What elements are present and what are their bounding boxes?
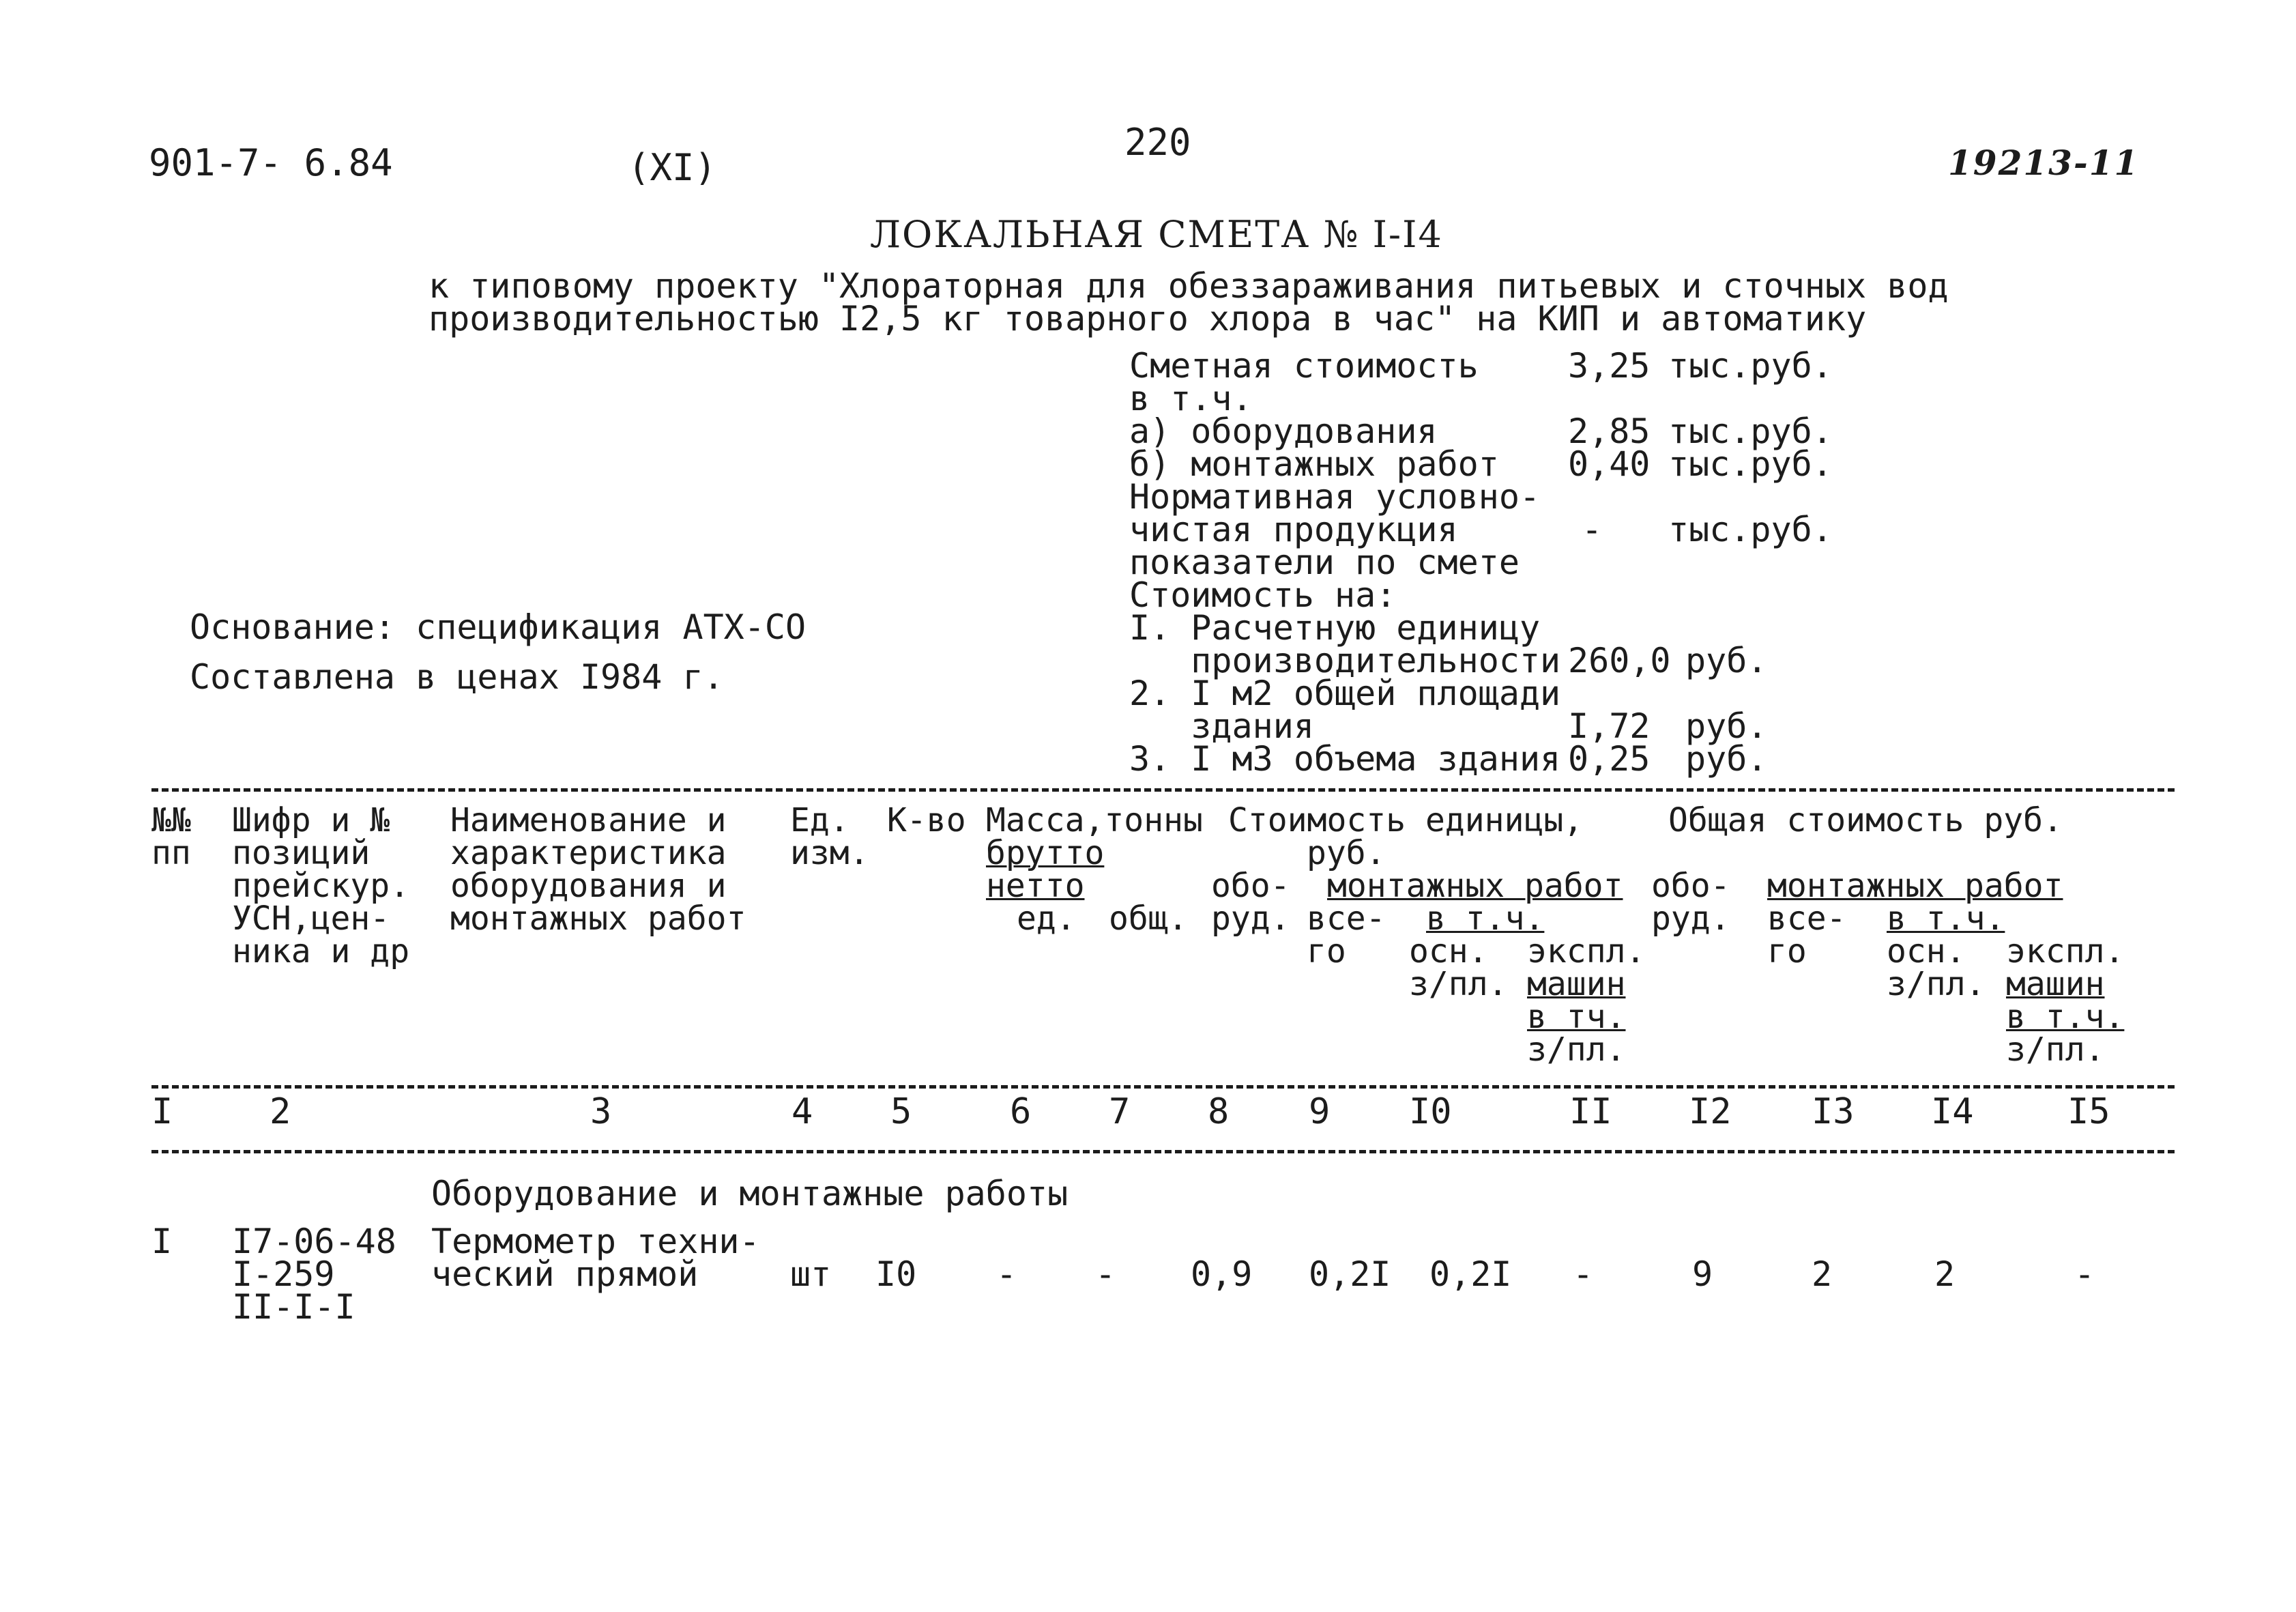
- col-header-all-total: го: [1767, 932, 1807, 970]
- col-number: I: [151, 1091, 173, 1132]
- col-header-unit-cost: Стоимость единицы,: [1228, 801, 1584, 839]
- summary-value: 3,25: [1568, 346, 1651, 386]
- col-header-equip: обо-: [1211, 867, 1290, 905]
- summary-value: 0,40: [1568, 444, 1651, 484]
- summary-label: Сметная стоимость: [1129, 346, 1479, 386]
- col-header-code: прейскур.: [232, 867, 410, 905]
- col-number: 4: [791, 1091, 813, 1132]
- col-number: I3: [1812, 1091, 1855, 1132]
- summary-label: показатели по смете: [1129, 543, 1520, 582]
- col-header-mass-brutto: брутто: [986, 834, 1105, 872]
- col-number: 9: [1309, 1091, 1331, 1132]
- col-number: I0: [1409, 1091, 1452, 1132]
- col-header-name: оборудования и: [450, 867, 727, 905]
- col-header-code: Шифр и №: [232, 801, 390, 839]
- col-header-machines-total: машин: [2006, 965, 2105, 1003]
- document-code: 901-7- 6.84: [149, 141, 393, 184]
- col-header-total-cost: Общая стоимость руб.: [1668, 801, 2063, 839]
- col-number: I5: [2067, 1091, 2110, 1132]
- summary-label: б) монтажных работ: [1129, 444, 1499, 484]
- col-header-incl: в т.ч.: [1426, 899, 1545, 938]
- table-top-rule: [151, 788, 2175, 792]
- col-header-machines: машин: [1527, 965, 1626, 1003]
- summary-unit: тыс.руб.: [1668, 510, 1833, 549]
- section-title: Оборудование и монтажные работы: [431, 1174, 1069, 1213]
- page-number: 220: [1124, 121, 1191, 164]
- col-header-num: №№: [151, 801, 191, 839]
- row-unit: шт: [790, 1254, 832, 1294]
- row-mount-mach-total: -: [2074, 1254, 2095, 1294]
- row-number: I: [151, 1222, 173, 1261]
- summary-value: 2,85: [1568, 412, 1651, 451]
- col-header-wage: осн.: [1409, 932, 1488, 970]
- col-header-mass-ed: ед.: [1017, 899, 1076, 938]
- col-header-equip-total: обо-: [1651, 867, 1730, 905]
- col-header-machines: з/пл.: [1527, 1031, 1626, 1069]
- col-header-unit: изм.: [790, 834, 869, 872]
- col-number: 8: [1208, 1091, 1230, 1132]
- project-line-2: производительностью I2,5 кг товарного хлора в час" на КИП и автоматику: [428, 299, 1867, 339]
- summary-label: 2. I м2 общей площади: [1129, 674, 1561, 713]
- col-header-num: пп: [151, 834, 191, 872]
- col-header-machines: в тч.: [1527, 998, 1626, 1036]
- col-header-incl-total: в т.ч.: [1887, 899, 2005, 938]
- row-equip-total: 9: [1692, 1254, 1713, 1294]
- col-header-wage: з/пл.: [1409, 965, 1508, 1003]
- row-qty: I0: [875, 1254, 917, 1294]
- summary-unit: руб.: [1685, 739, 1768, 779]
- col-header-wage-total: з/пл.: [1887, 965, 1986, 1003]
- basis-price-year: Составлена в ценах I984 г.: [190, 657, 724, 697]
- col-header-mass: Масса,тонны: [986, 801, 1203, 839]
- col-header-equip: руд.: [1211, 899, 1290, 938]
- col-header-mass-netto: нетто: [986, 867, 1085, 905]
- basis-specification: Основание: спецификация АТХ-СО: [190, 607, 806, 647]
- col-header-name: характеристика: [450, 834, 727, 872]
- summary-unit: руб.: [1685, 706, 1768, 746]
- summary-label: чистая продукция: [1129, 510, 1458, 549]
- col-header-all: го: [1307, 932, 1346, 970]
- sheet-number: (XI): [628, 146, 717, 189]
- project-line-1: к типовому проекту "Хлораторная для обеззараживания питьевых и сточных вод: [428, 266, 1949, 306]
- row-mount-all-unit: 0,2I: [1309, 1254, 1391, 1294]
- col-header-name: монтажных работ: [450, 899, 746, 938]
- summary-label: в т.ч.: [1129, 379, 1253, 418]
- col-number: 2: [270, 1091, 291, 1132]
- col-number: I4: [1931, 1091, 1974, 1132]
- row-code: I-259: [232, 1254, 335, 1294]
- col-header-unit: Ед.: [790, 801, 849, 839]
- col-header-code: позиций: [232, 834, 370, 872]
- summary-label: здания: [1129, 706, 1314, 746]
- row-mass-total: -: [1095, 1254, 1116, 1294]
- summary-label: 3. I м3 объема здания: [1129, 739, 1561, 779]
- summary-label: Стоимость на:: [1129, 575, 1397, 615]
- col-header-equip-total: руд.: [1651, 899, 1730, 938]
- summary-label: I. Расчетную единицу: [1129, 608, 1541, 648]
- row-mount-mach-unit: -: [1573, 1254, 1594, 1294]
- col-number: 3: [590, 1091, 612, 1132]
- summary-value: 0,25: [1568, 739, 1651, 779]
- col-header-code: УСН,цен-: [232, 899, 390, 938]
- col-header-mount-work-total: монтажных работ: [1767, 867, 2063, 905]
- col-number: 6: [1010, 1091, 1032, 1132]
- row-name: Термометр техни-: [431, 1222, 760, 1261]
- col-header-name: Наименование и: [450, 801, 727, 839]
- row-mount-all-total: 2: [1812, 1254, 1833, 1294]
- col-number: 7: [1109, 1091, 1131, 1132]
- summary-unit: руб.: [1685, 641, 1768, 680]
- col-header-qty: К-во: [887, 801, 966, 839]
- row-mount-wage-total: 2: [1934, 1254, 1956, 1294]
- summary-value: I,72: [1568, 706, 1651, 746]
- col-header-code: ника и др: [232, 932, 410, 970]
- row-mass-unit: -: [996, 1254, 1017, 1294]
- row-equip-unit: 0,9: [1191, 1254, 1253, 1294]
- summary-label: Нормативная условно-: [1129, 477, 1541, 517]
- col-number: II: [1569, 1091, 1612, 1132]
- col-header-machines-total: в т.ч.: [2006, 998, 2125, 1036]
- summary-label: а) оборудования: [1129, 412, 1438, 451]
- col-header-mass-total: общ.: [1109, 899, 1188, 938]
- col-number: 5: [890, 1091, 912, 1132]
- col-header-all-total: все-: [1767, 899, 1846, 938]
- col-header-machines: экспл.: [1527, 932, 1646, 970]
- col-header-wage-total: осн.: [1887, 932, 1966, 970]
- col-number: I2: [1689, 1091, 1732, 1132]
- summary-unit: тыс.руб.: [1668, 346, 1833, 386]
- table-header-rule: [151, 1085, 2175, 1089]
- summary-value: 260,0: [1568, 641, 1671, 680]
- row-mount-wage-unit: 0,2I: [1429, 1254, 1512, 1294]
- summary-unit: тыс.руб.: [1668, 444, 1833, 484]
- row-name: ческий прямой: [431, 1254, 699, 1294]
- col-header-unit-cost-rub: руб.: [1307, 834, 1386, 872]
- col-header-machines-total: экспл.: [2006, 932, 2125, 970]
- col-header-machines-total: з/пл.: [2006, 1031, 2105, 1069]
- table-number-rule: [151, 1150, 2175, 1153]
- summary-label: производительности: [1129, 641, 1561, 680]
- col-header-mount-work: монтажных работ: [1327, 867, 1623, 905]
- summary-value: -: [1582, 510, 1603, 549]
- row-code: II-I-I: [232, 1287, 355, 1327]
- col-header-all: все-: [1307, 899, 1386, 938]
- estimate-title: ЛОКАЛЬНАЯ СМЕТА № I-I4: [870, 213, 1443, 256]
- summary-unit: тыс.руб.: [1668, 412, 1833, 451]
- archive-stamp: 19213-11: [1948, 143, 2140, 183]
- row-code: I7-06-48: [232, 1222, 396, 1261]
